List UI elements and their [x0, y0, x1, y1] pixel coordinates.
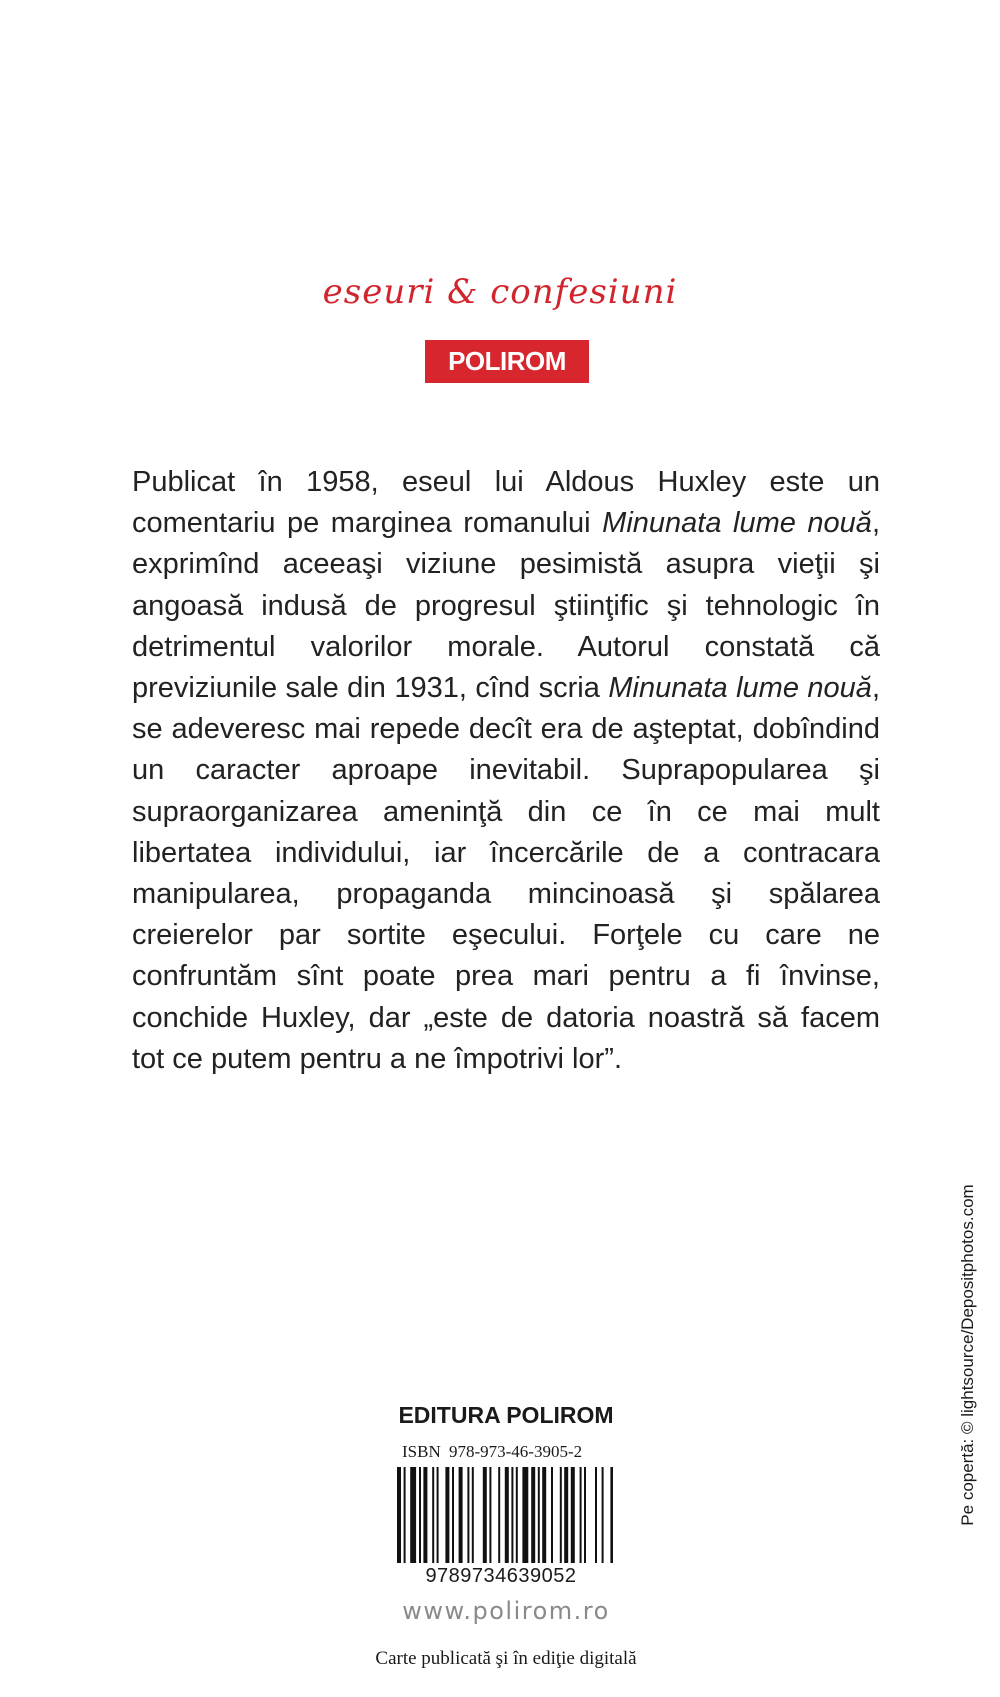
- barcode-bar: [397, 1467, 401, 1563]
- blurb-text-3: , se adeveresc mai repede decît era de aşteptat, dobîndind un caracter aproape inevitabil. Suprapopularea şi supraorganizarea ameninţă din ce în ce mai mult libertatea individului, iar încercările de a contracara manipularea, propaganda mincinoasă şi spălarea creierelor par sortite eşecului. Forţele cu care ne confruntăm sînt poate prea mari pentru a fi învinse, conchide Huxley, dar „este de datoria noastră să facem tot ce putem pentru a ne împotrivi lor”.: [132, 672, 880, 1075]
- barcode-bar: [602, 1467, 604, 1563]
- blurb-book-title-1: Minunata lume nouă: [602, 507, 872, 540]
- barcode-bar: [467, 1467, 469, 1563]
- website-url: www.polirom.ro: [402, 1597, 610, 1625]
- cover-photo-credit: Pe copertă: © lightsource/Depositphotos.com: [958, 1184, 977, 1526]
- barcode-bar: [571, 1467, 575, 1563]
- barcode-bar: [522, 1467, 528, 1563]
- barcode-bar: [404, 1467, 406, 1563]
- barcode-bar: [551, 1467, 553, 1563]
- blurb-book-title-2: Minunata lume nouă: [608, 672, 872, 705]
- barcode-digits: 9789734639052: [425, 1565, 577, 1587]
- series-title: eseuri & confesiuni: [322, 272, 678, 312]
- digital-edition-note: Carte publicată şi în ediţie digitală: [375, 1648, 637, 1669]
- barcode-bar: [538, 1467, 540, 1563]
- barcode-bar: [410, 1467, 416, 1563]
- blurb-text-2: , exprimînd aceeaşi viziune pesimistă asupra vieţii şi angoasă indusă de progresul ştiinţific şi tehnologic în detrimentul valorilor morale. Autorul constată că previziunile sale din 1931, cînd scria: [132, 507, 880, 705]
- barcode-bar: [419, 1467, 421, 1563]
- back-cover-blurb: [132, 462, 880, 1080]
- publisher-badge: POLIROM: [425, 340, 589, 383]
- barcode-bar: [595, 1467, 597, 1563]
- barcode-bar: [445, 1467, 449, 1563]
- barcode-bar: [437, 1467, 439, 1563]
- isbn-label: ISBN 978-973-46-3905-2: [402, 1442, 583, 1461]
- barcode-bar: [516, 1467, 518, 1563]
- barcode-bar: [423, 1467, 427, 1563]
- barcode-bar: [580, 1467, 582, 1563]
- barcode-bar: [459, 1467, 463, 1563]
- barcode: [393, 1467, 613, 1569]
- barcode-bar: [489, 1467, 491, 1563]
- barcode-bar: [560, 1467, 562, 1563]
- barcode-bar: [584, 1467, 586, 1563]
- barcode-bar: [511, 1467, 513, 1563]
- barcode-bar: [505, 1467, 509, 1563]
- barcode-bar: [483, 1467, 487, 1563]
- blurb-text-1: Publicat în 1958, eseul lui Aldous Huxley este un comentariu pe marginea romanului: [132, 466, 880, 540]
- barcode-bar: [432, 1467, 434, 1563]
- barcode-bar: [542, 1467, 546, 1563]
- publisher-name: EDITURA POLIROM: [398, 1402, 614, 1428]
- barcode-bar: [452, 1467, 454, 1563]
- barcode-bar: [564, 1467, 568, 1563]
- barcode-bar: [472, 1467, 474, 1563]
- barcode-bar: [531, 1467, 535, 1563]
- barcode-bar: [498, 1467, 500, 1563]
- barcode-bar: [610, 1467, 613, 1563]
